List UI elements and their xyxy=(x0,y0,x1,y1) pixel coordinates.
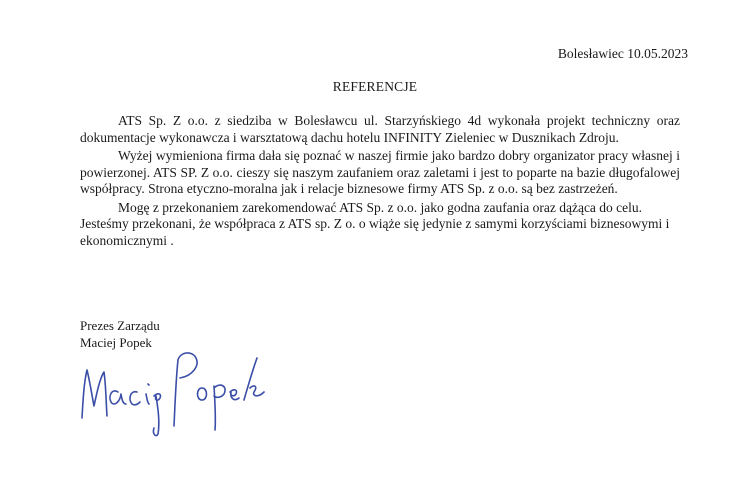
letter-title: REFERENCJE xyxy=(332,79,418,94)
paragraph: Mogę z przekonaniem zarekomendować ATS Sp. z o.o. jako godna zaufania oraz dążąca do celu. Jesteśmy przekonani, że współpraca z ATS sp. Z o. o wiąże się jedynie z samymi korzyściami biznesowymi i ekonomicznymi . xyxy=(80,199,670,248)
paragraph: ATS Sp. Z o.o. z siedziba w Bolesławcu ul. Starzyńskiego 4d wykonała projekt techniczny oraz dokumentacje wykonawcza i warsztatową dachu hotelu INFINITY Zieleniec w Dusznikach Zdroju. xyxy=(80,113,680,145)
signatory-role: Prezes Zarządu xyxy=(80,318,160,333)
paragraph: Wyżej wymieniona firma dała się poznać w naszej firmie jako bardzo dobry organizator pracy własnej i powierzonej. ATS SP. Z o.o. cieszy się naszym zaufaniem oraz zaletami i jest to poparte na bazie długofalowej współpracy. Strona etyczno-moralna jak i relacje biznesowe firmy ATS Sp. z o.o. są bez zastrzeżeń. xyxy=(80,148,680,196)
signatory-name: Maciej Popek xyxy=(80,334,152,350)
handwritten-signature xyxy=(74,330,274,440)
letter-body xyxy=(80,113,680,251)
place-date: Bolesławiec 10.05.2023 xyxy=(557,46,688,61)
